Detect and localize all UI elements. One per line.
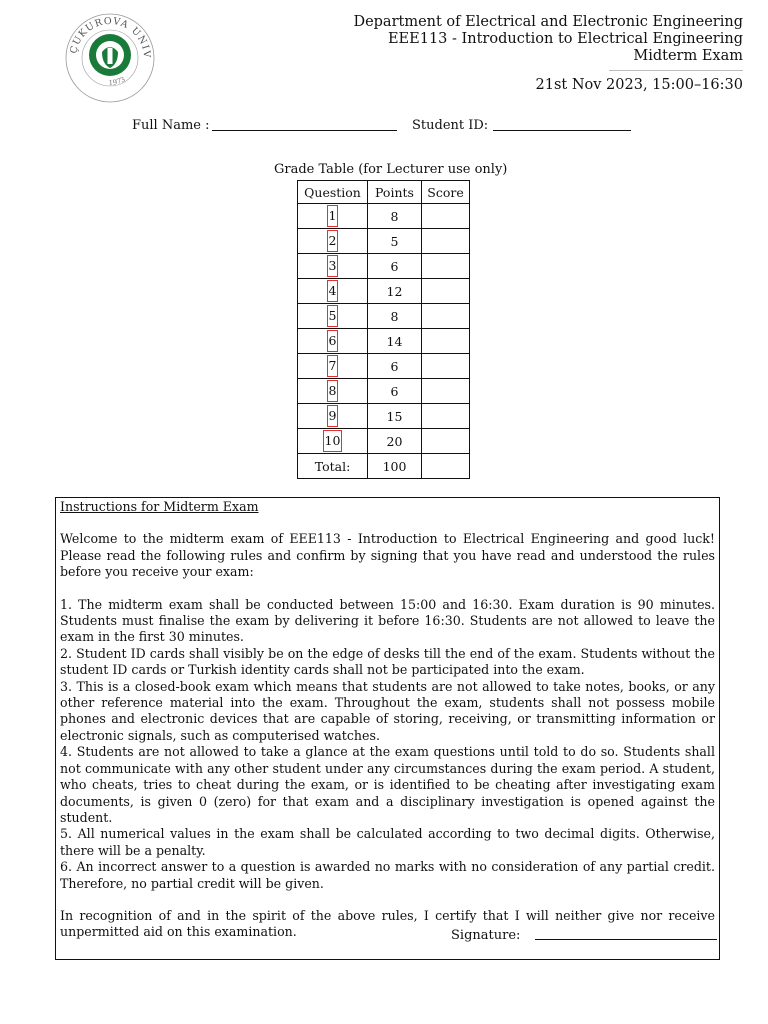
rule-6: 6. An incorrect answer to a question is awarded no marks with no consideration of any partial credit. Therefore, no partial credit will be given. [60, 859, 715, 891]
score-cell [422, 304, 470, 329]
question-link[interactable]: 1 [327, 205, 339, 227]
exam-date: 21st Nov 2023, 15:00–16:30 [535, 77, 743, 93]
question-cell [298, 204, 368, 229]
score-cell [422, 204, 470, 229]
rule-2: 2. Student ID cards shall visibly be on the edge of desks till the end of the exam. Students without the student ID cards or Turkish identity cards shall not be participated into the exam. [60, 645, 715, 678]
points-cell: 6 [368, 254, 422, 279]
score-cell [422, 279, 470, 304]
column-header-question: Question [298, 181, 368, 204]
full-name-label: Full Name : [132, 118, 210, 133]
student-id-line[interactable] [493, 130, 631, 131]
question-link[interactable]: 2 [327, 230, 339, 252]
score-cell [422, 254, 470, 279]
question-cell [298, 254, 368, 279]
rule-1: 1. The midterm exam shall be conducted between 15:00 and 16:30. Exam duration is 90 minutes. Students must finalise the exam by delivering it before 16:30. Students are not allowed to leave the exam in the first 30 minutes. [60, 596, 715, 645]
points-cell: 15 [368, 404, 422, 429]
score-cell [422, 379, 470, 404]
question-cell [298, 354, 368, 379]
table-row [298, 404, 470, 429]
university-seal-logo [64, 12, 156, 104]
question-cell [298, 229, 368, 254]
points-cell: 6 [368, 379, 422, 404]
grade-table [297, 180, 470, 479]
points-cell: 20 [368, 429, 422, 454]
full-name-line[interactable] [212, 130, 397, 131]
score-cell [422, 329, 470, 354]
instructions-title: Instructions for Midterm Exam [60, 499, 259, 514]
instructions-box [55, 497, 720, 960]
svg-text:ÇUKUROVA UNIVERSITY: ÇUKUROVA UNIV [68, 15, 153, 60]
signature-label: Signature: [451, 928, 521, 943]
rule-4: 4. Students are not allowed to take a glance at the exam questions until told to do so. Students shall not communicate with any other student under any circumstances during the exam period. A student, who cheats, tries to cheat during the exam, or is identified to be cheating after investigating exam documents, is given 0 (zero) for that exam and a disciplinary investigation is opened against the student. [60, 744, 715, 825]
signature-line[interactable] [535, 939, 717, 940]
points-cell: 5 [368, 229, 422, 254]
question-cell [298, 429, 368, 454]
total-points: 100 [368, 454, 422, 479]
column-header-points: Points [368, 181, 422, 204]
table-row [298, 429, 470, 454]
score-cell [422, 229, 470, 254]
question-link[interactable]: 8 [327, 380, 339, 402]
score-cell [422, 354, 470, 379]
table-row [298, 229, 470, 254]
honor-statement: In recognition of and in the spirit of the above rules, I certify that I will neither give nor receive unpermitted aid on this examination. [60, 907, 715, 940]
question-cell [298, 329, 368, 354]
table-row [298, 329, 470, 354]
column-header-score: Score [422, 181, 470, 204]
question-link[interactable]: 3 [327, 255, 339, 277]
question-link[interactable]: 10 [323, 430, 343, 452]
department-name: Department of Electrical and Electronic Engineering [353, 14, 743, 30]
total-row [298, 454, 470, 479]
course-title: EEE113 - Introduction to Electrical Engineering [387, 31, 743, 47]
spacer [60, 581, 715, 597]
table-row [298, 254, 470, 279]
points-cell: 8 [368, 204, 422, 229]
table-row [298, 279, 470, 304]
rule-3: 3. This is a closed-book exam which means that students are not allowed to take notes, books, or any other reference material into the exam. Throughout the exam, students shall not possess mobile phones and electronic devices that are capable of storing, receiving, or transmitting information or electronic signals, such as computerised watches. [60, 678, 715, 743]
score-cell [422, 429, 470, 454]
score-cell [422, 404, 470, 429]
points-cell: 14 [368, 329, 422, 354]
points-cell: 12 [368, 279, 422, 304]
question-link[interactable]: 4 [327, 280, 339, 302]
table-row [298, 354, 470, 379]
table-row [298, 379, 470, 404]
header-divider [609, 70, 743, 71]
question-link[interactable]: 7 [327, 355, 339, 377]
instructions-intro: Welcome to the midterm exam of EEE113 - Introduction to Electrical Engineering and good luck! Please read the following rules and confirm by signing that you have read and understood the rules before you receive your exam: [60, 531, 715, 580]
grade-table-caption: Grade Table (for Lecturer use only) [274, 162, 508, 177]
exam-title: Midterm Exam [633, 48, 743, 64]
points-cell: 6 [368, 354, 422, 379]
exam-header [353, 14, 743, 94]
total-score-cell [422, 454, 470, 479]
question-cell [298, 279, 368, 304]
student-id-label: Student ID: [412, 118, 489, 133]
table-row [298, 304, 470, 329]
question-link[interactable]: 9 [327, 405, 339, 427]
question-link[interactable]: 6 [327, 330, 339, 352]
total-label: Total: [298, 454, 368, 479]
svg-text:1973: 1973 [108, 75, 127, 88]
rule-5: 5. All numerical values in the exam shall be calculated according to two decimal digits. Otherwise, there will be a penalty. [60, 826, 715, 858]
question-cell [298, 379, 368, 404]
table-row [298, 204, 470, 229]
points-cell: 8 [368, 304, 422, 329]
question-cell [298, 304, 368, 329]
grade-table-header [298, 181, 470, 204]
spacer [60, 892, 715, 908]
question-cell [298, 404, 368, 429]
question-link[interactable]: 5 [327, 305, 339, 327]
